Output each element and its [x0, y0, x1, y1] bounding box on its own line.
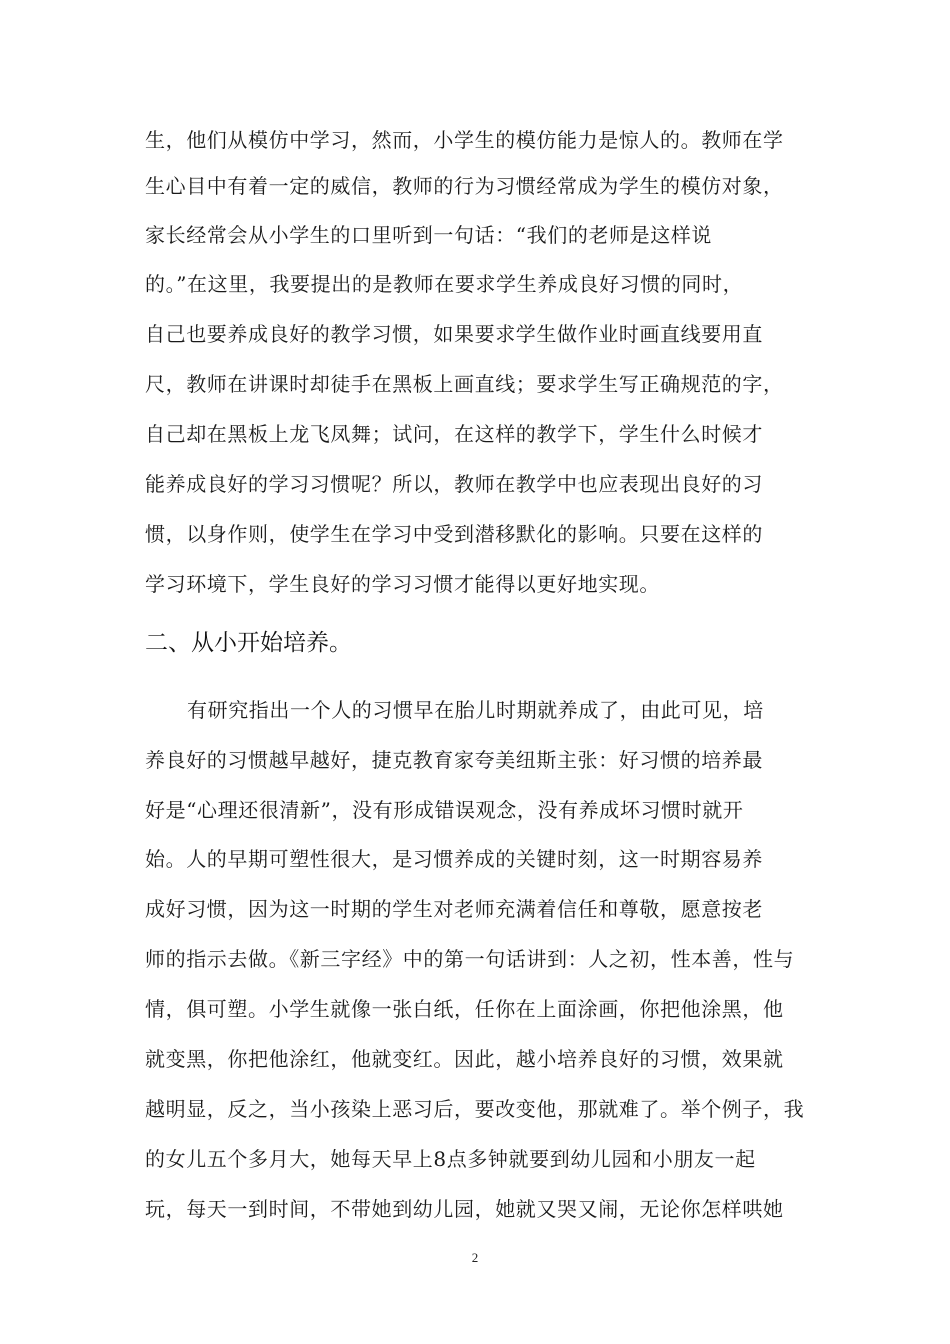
- paragraph-1-line-8: 能养成良好的学习习惯呢？所以，教师在教学中也应表现出良好的习: [145, 472, 763, 496]
- page-number: 2: [471, 1250, 479, 1265]
- paragraph-2-line-3: 好是“心理还很清新”，没有形成错误观念，没有养成坏习惯时就开: [145, 798, 744, 822]
- paragraph-1-line-1: 生，他们从模仿中学习，然而，小学生的模仿能力是惊人的。教师在学: [145, 128, 784, 152]
- paragraph-2-line-2: 养良好的习惯越早越好，捷克教育家夸美纽斯主张：好习惯的培养最: [145, 748, 763, 772]
- paragraph-1-line-5: 自己也要养成良好的教学习惯，如果要求学生做作业时画直线要用直: [145, 322, 763, 346]
- paragraph-2-line-11: 玩，每天一到时间，不带她到幼儿园，她就又哭又闹，无论你怎样哄她: [145, 1197, 784, 1221]
- paragraph-1-line-3: 家长经常会从小学生的口里听到一句话：“我们的老师是这样说: [145, 223, 713, 247]
- paragraph-2-line-7: 情，俱可塑。小学生就像一张白纸，任你在上面涂画，你把他涂黑，他: [145, 997, 784, 1021]
- paragraph-2-line-6: 师的指示去做。《新三字经》中的第一句话讲到：人之初，性本善，性与: [145, 947, 795, 971]
- paragraph-1-line-4: 的。”在这里，我要提出的是教师在要求学生养成良好习惯的同时，: [145, 272, 744, 296]
- paragraph-2-line-1: 有研究指出一个人的习惯早在胎儿时期就养成了，由此可见，培: [187, 698, 764, 722]
- paragraph-2-line-10: 的女儿五个多月大，她每天早上8点多钟就要到幼儿园和小朋友一起: [145, 1147, 756, 1171]
- paragraph-1-line-9: 惯，以身作则，使学生在学习中受到潜移默化的影响。只要在这样的: [145, 522, 763, 546]
- paragraph-1-line-2: 生心目中有着一定的威信，教师的行为习惯经常成为学生的模仿对象，: [145, 174, 784, 198]
- section-heading: 二、从小开始培养。: [145, 630, 352, 656]
- paragraph-1-line-6: 尺，教师在讲课时却徒手在黑板上画直线；要求学生写正确规范的字，: [145, 372, 784, 396]
- paragraph-1-line-7: 自己却在黑板上龙飞凤舞；试问，在这样的教学下，学生什么时候才: [145, 422, 763, 446]
- paragraph-2-line-9: 越明显，反之，当小孩染上恶习后，要改变他，那就难了。举个例子，我: [145, 1097, 805, 1121]
- paragraph-2-line-5: 成好习惯，因为这一时期的学生对老师充满着信任和尊敬，愿意按老: [145, 897, 763, 921]
- paragraph-2-line-8: 就变黑，你把他涂红，他就变红。因此，越小培养良好的习惯，效果就: [145, 1047, 784, 1071]
- paragraph-1-line-10: 学习环境下，学生良好的学习习惯才能得以更好地实现。: [145, 572, 660, 596]
- paragraph-2-line-4: 始。人的早期可塑性很大，是习惯养成的关键时刻，这一时期容易养: [145, 847, 763, 871]
